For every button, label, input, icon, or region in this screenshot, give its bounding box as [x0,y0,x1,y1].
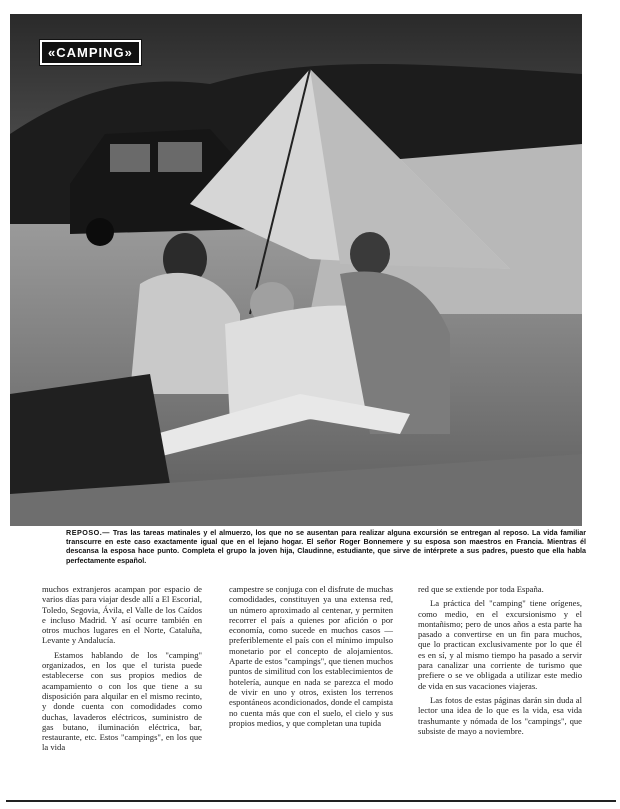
article-column-2 [229,584,393,732]
column-3-paragraph-2: La práctica del "camping" tiene orígenes, como medio, en el excursionismo y el montañismo; pero de unos años a esta parte ha pasado a convertirse en un fin para muchos, que lo practican exclusivamente por lo que él es en sí, y al mismo tiempo ha pasado a servir para canalizar una corriente de turismo que prefiere o se ve obligada a utilizar este medio de vida en sus vacaciones viajeras. [418,598,582,691]
column-1-paragraph-1: muchos extranjeros acampan por espacio de varios días para viajar desde allí a El Escorial, Toledo, Segovia, Ávila, el Valle de los Caídos e incluso Madrid. Y así ocurre también en otros muchos lugares en el Norte, Cataluña, Levante y Andalucía. [42,584,202,646]
camping-photo [10,14,582,526]
caption-lead: REPOSO.— [66,528,110,537]
photo-caption [66,528,586,565]
column-3-paragraph-3: Las fotos de estas páginas darán sin duda al lector una idea de lo que es la vida, esa vida trashumante y nómada de los "campings", que subsiste de mayo a noviembre. [418,694,582,736]
section-tag: «CAMPING» [40,40,141,65]
column-2-paragraph-1: campestre se conjuga con el disfrute de muchas comodidades, constituyen ya una extensa red, un número aproximado al centenar, y permiten recorrer el país a quienes por afición o por economía, como sucede en muchos casos —preferiblemente el país con el mínimo impulso monetario por el concepto de alojamientos. Aparte de estos "campings", que tienen muchos puntos de similitud con los establecimientos de hotelería, aunque en nada se parezca el modo de vivir en uno y otros, existen los terrenos espontáneos acondicionados, donde el campista no cuenta más que con el suelo, el cielo y sus propios medios, y que completan una tupida [229,584,393,728]
article-column-1 [42,584,202,757]
column-3-paragraph-1: red que se extiende por toda España. [418,584,544,594]
caption-text: Tras las tareas matinales y el almuerzo, los que no se ausentan para realizar alguna excursión se entregan al reposo. La vida familiar transcurre en este caso exactamente igual que en el lejano hogar. El señor Roger Bonnemere y su esposa son maestros en Francia. Mientras él descansa la esposa hace punto. Completa el grupo la joven hija, Claudinne, estudiante, que sirve de intérprete a sus padres, puesto que ella habla perfectamente español. [66,528,587,565]
column-1-paragraph-2: Estamos hablando de los "camping" organizados, en los que el turista puede establecerse con sus propios medios de acampamiento o con los que tiene a su disposición para alquilar en el mismo recinto, y donde cuenta con comodidades como duchas, lavaderos eléctricos, suministro de gas butano, iluminación eléctrica, bar, restaurante, etc. Estos "campings", en los que la vida [42,649,202,753]
article-column-3 [418,584,582,740]
page-bottom-rule [6,800,616,802]
